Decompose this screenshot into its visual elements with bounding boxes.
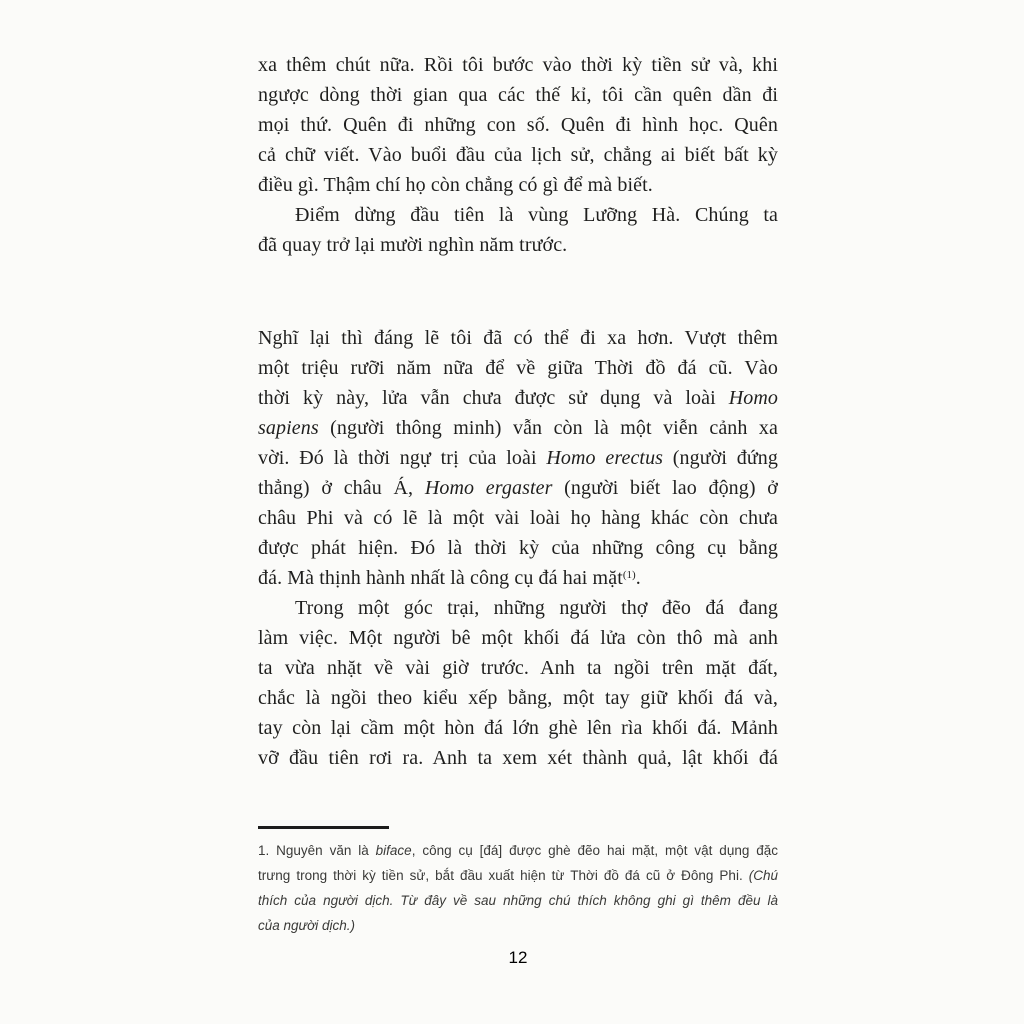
- text-line: làm việc. Một người bê một khối đá lửa còn thô mà anh: [258, 627, 778, 649]
- footnote-lines: [258, 838, 778, 938]
- text-line: thích của người dịch. Từ đây về sau những chú thích không ghi gì thêm đều là: [258, 893, 778, 908]
- text-line: mọi thứ. Quên đi những con số. Quên đi hình học. Quên: [258, 114, 778, 136]
- text-line: trưng trong thời kỳ tiền sử, bắt đầu xuất hiện từ Thời đồ đá cũ ở Đông Phi. (Chú: [258, 868, 778, 883]
- page-number: 12: [508, 948, 528, 967]
- footnote-marker-superscript: (1): [622, 569, 636, 581]
- footnote-rule: [258, 826, 389, 829]
- text-line: 1. Nguyên văn là biface, công cụ [đá] được ghè đẽo hai mặt, một vật dụng đặc: [258, 843, 778, 858]
- paragraph: [258, 323, 778, 593]
- text-line: điều gì. Thậm chí họ còn chẳng có gì để mà biết.: [258, 174, 653, 196]
- text-line: ngược dòng thời gian qua các thế kỉ, tôi cần quên dần đi: [258, 84, 778, 106]
- text-line: Trong một góc trại, những người thợ đẽo đá đang: [295, 597, 778, 619]
- text-line: của người dịch.): [258, 918, 356, 933]
- text-line: một triệu rưỡi năm nữa để về giữa Thời đồ đá cũ. Vào: [258, 357, 778, 379]
- text-line: thẳng) ở châu Á, Homo ergaster (người biết lao động) ở: [258, 477, 778, 499]
- text-line: đá. Mà thịnh hành nhất là công cụ đá hai mặt$^{(1)}$.: [258, 567, 641, 589]
- text-line: được phát hiện. Đó là thời kỳ của những công cụ bằng: [258, 537, 778, 559]
- text-line: thời kỳ này, lửa vẫn chưa được sử dụng và loài Homo: [258, 387, 778, 409]
- footnote: [258, 826, 778, 938]
- text-line: Điểm dừng đầu tiên là vùng Lưỡng Hà. Chúng ta: [295, 204, 778, 226]
- text-line: đã quay trở lại mười nghìn năm trước.: [258, 234, 568, 256]
- paragraph: [258, 200, 778, 260]
- text-line: tay còn lại cầm một hòn đá lớn ghè lên rìa khối đá. Mảnh: [258, 717, 778, 739]
- section-2: [258, 323, 778, 773]
- text-line: sapiens (người thông minh) vẫn còn là một viễn cảnh xa: [258, 417, 778, 439]
- text-line: xa thêm chút nữa. Rồi tôi bước vào thời kỳ tiền sử và, khi: [258, 54, 778, 76]
- text-line: vỡ đầu tiên rơi ra. Anh ta xem xét thành quả, lật khối đá: [258, 747, 778, 769]
- paragraph: [258, 593, 778, 773]
- text-line: Nghĩ lại thì đáng lẽ tôi đã có thể đi xa hơn. Vượt thêm: [258, 327, 778, 349]
- text-line: chắc là ngồi theo kiểu xếp bằng, một tay giữ khối đá và,: [258, 687, 778, 709]
- text-line: cả chữ viết. Vào buổi đầu của lịch sử, chẳng ai biết bất kỳ: [258, 144, 778, 166]
- paragraph: [258, 50, 778, 200]
- text-line: ta vừa nhặt về vài giờ trước. Anh ta ngồi trên mặt đất,: [258, 657, 778, 679]
- main-text: [258, 50, 778, 773]
- section-1: [258, 50, 778, 260]
- text-line: châu Phi và có lẽ là một vài loài họ hàng khác còn chưa: [258, 507, 778, 529]
- text-line: vời. Đó là thời ngự trị của loài Homo erectus (người đứng: [258, 447, 778, 469]
